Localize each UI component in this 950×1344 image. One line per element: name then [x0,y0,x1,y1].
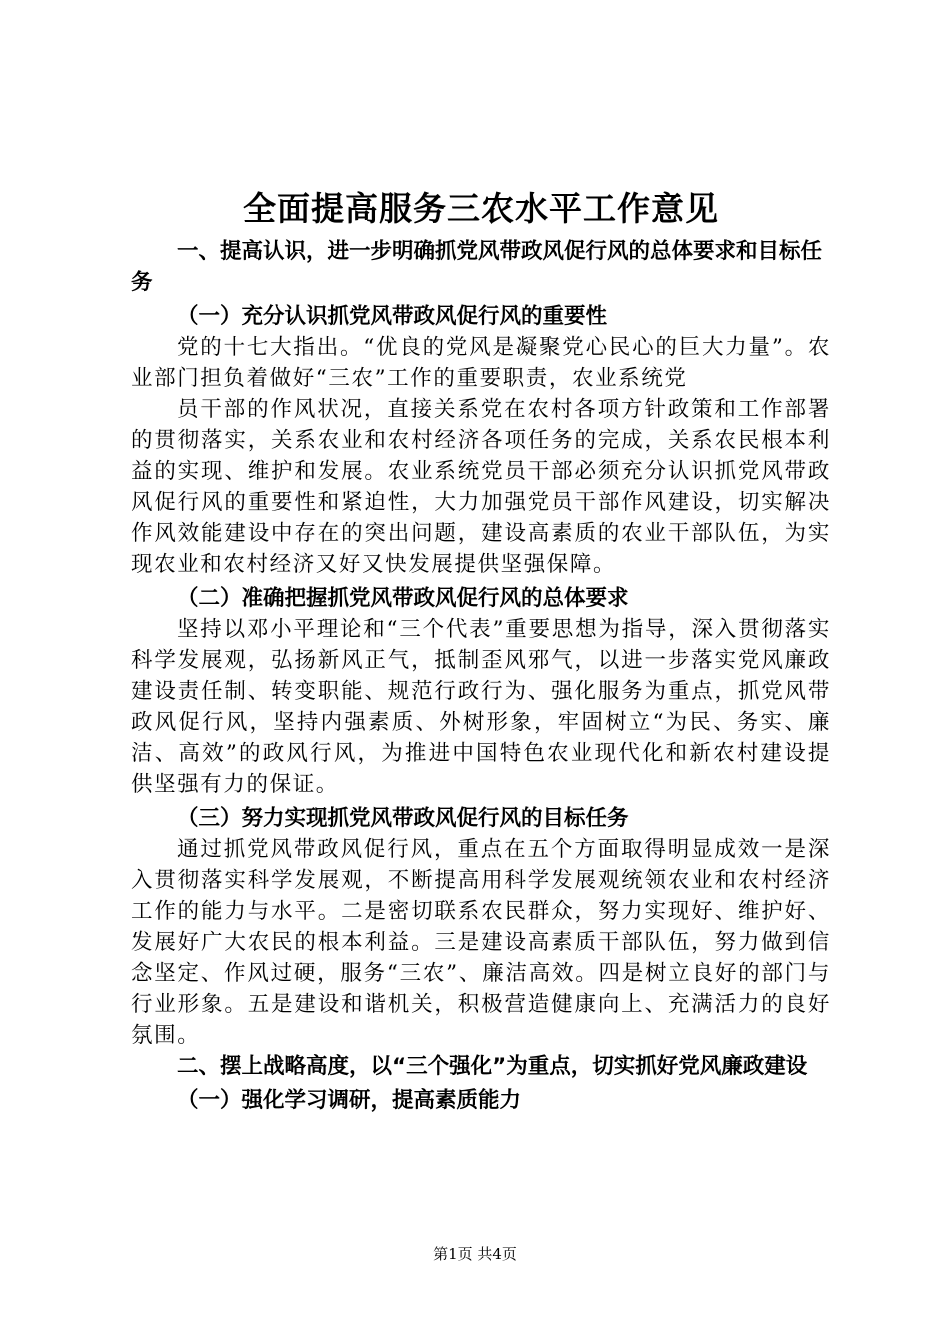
paragraph-4: 通过抓党风带政风促行风，重点在五个方面取得明显成效一是深入贯彻落实科学发展观，不断提高用科学发展观统领农业和农村经济工作的能力与水平。二是密切联系农民群众，努力实现好、维护好、发展好广大农民的根本利益。三是建设高素质干部队伍，努力做到信念坚定、作风过硬，服务“三农”、廉洁高效。四是树立良好的部门与行业形象。五是建设和谐机关，积极营造健康向上、充满活力的良好氛围。 [131,837,831,1048]
section-heading-2: 二、摆上战略高度，以“三个强化”为重点，切实抓好党风廉政建设 [177,1054,808,1079]
section-heading-1: 一、提高认识，进一步明确抓党风带政风促行风的总体要求和目标任务 [131,239,823,295]
document-title: 全面提高服务三农水平工作意见 [243,189,719,228]
subsection-heading-1-2: （二）准确把握抓党风带政风促行风的总体要求 [177,586,629,611]
paragraph-2: 员干部的作风状况，直接关系党在农村各项方针政策和工作部署的贯彻落实，关系农业和农村经济各项任务的完成，关系农民根本利益的实现、维护和发展。农业系统党员干部必须充分认识抓党风带政风促行风的重要性和紧迫性，大力加强党员干部作风建设，切实解决作风效能建设中存在的突出问题，建设高素质的农业干部队伍，为实现农业和农村经济又好又快发展提供坚强保障。 [131,397,831,577]
subsection-heading-1-1: （一）充分认识抓党风带政风促行风的重要性 [177,304,608,329]
paragraph-3: 坚持以邓小平理论和“三个代表”重要思想为指导，深入贯彻落实科学发展观，弘扬新风正气，抵制歪风邪气，以进一步落实党风廉政建设责任制、转变职能、规范行政行为、强化服务为重点，抓党风带政风促行风，坚持内强素质、外树形象，牢固树立“为民、务实、廉洁、高效”的政风行风，为推进中国特色农业现代化和新农村建设提供坚强有力的保证。 [131,617,831,797]
paragraph-1: 党的十七大指出。“优良的党风是凝聚党心民心的巨大力量”。农业部门担负着做好“三农”工作的重要职责，农业系统党 [131,335,831,391]
subsection-heading-2-1: （一）强化学习调研，提高素质能力 [177,1088,522,1113]
page-footer: 第1页 共4页 [433,1245,517,1263]
document-body [131,236,831,1116]
subsection-heading-1-3: （三）努力实现抓党风带政风促行风的目标任务 [177,806,629,831]
